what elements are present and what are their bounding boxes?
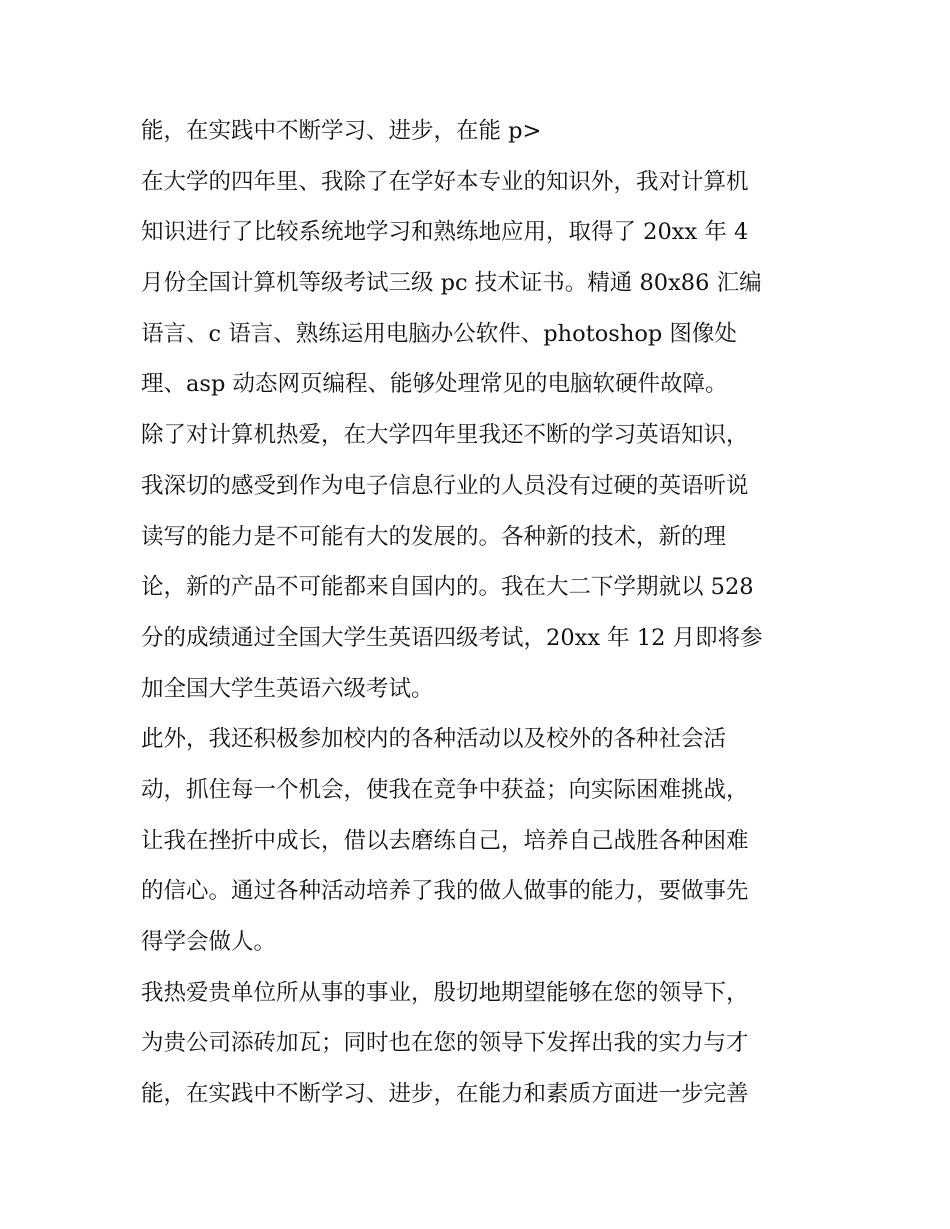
text-line: 加全国大学生英语六级考试。 xyxy=(141,675,434,702)
text-line: 论，新的产品不可能都来自国内的。我在大二下学期就以 528 xyxy=(141,574,754,601)
text-line: 让我在挫折中成长，借以去磨练自己，培养自己战胜各种困难 xyxy=(141,827,749,854)
text-line: 能，在实践中不断学习、进步，在能力和素质方面进一步完善 xyxy=(141,1081,749,1108)
text-line: 我深切的感受到作为电子信息行业的人员没有过硬的英语听说 xyxy=(141,472,749,499)
text-line: 此外，我还积极参加校内的各种活动以及校外的各种社会活 xyxy=(141,726,727,753)
text-line: 理、asp 动态网页编程、能够处理常见的电脑软硬件故障。 xyxy=(141,371,728,398)
text-line: 为贵公司添砖加瓦；同时也在您的领导下发挥出我的实力与才 xyxy=(141,1030,749,1057)
text-line: 的信心。通过各种活动培养了我的做人做事的能力，要做事先 xyxy=(141,878,749,905)
text-line: 除了对计算机热爱，在大学四年里我还不断的学习英语知识， xyxy=(141,422,749,449)
text-line: 我热爱贵单位所从事的事业，殷切地期望能够在您的领导下， xyxy=(141,979,749,1006)
text-line: 得学会做人。 xyxy=(141,929,277,955)
text-line: 月份全国计算机等级考试三级 pc 技术证书。精通 80x86 汇编 xyxy=(141,270,762,297)
text-line: 读写的能力是不可能有大的发展的。各种新的技术，新的理 xyxy=(141,523,727,550)
text-line: 在大学的四年里、我除了在学好本专业的知识外，我对计算机 xyxy=(141,168,749,195)
text-line: 分的成绩通过全国大学生英语四级考试，20xx 年 12 月即将参 xyxy=(141,624,763,651)
text-line: 语言、c 语言、熟练运用电脑办公软件、photoshop 图像处 xyxy=(141,320,737,347)
text-line: 能，在实践中不断学习、进步，在能 p> xyxy=(141,118,542,144)
document-body xyxy=(141,106,821,1120)
text-line: 动，抓住每一个机会，使我在竞争中获益；向实际困难挑战， xyxy=(141,776,749,803)
text-line: 知识进行了比较系统地学习和熟练地应用，取得了 20xx 年 4 xyxy=(141,219,749,246)
